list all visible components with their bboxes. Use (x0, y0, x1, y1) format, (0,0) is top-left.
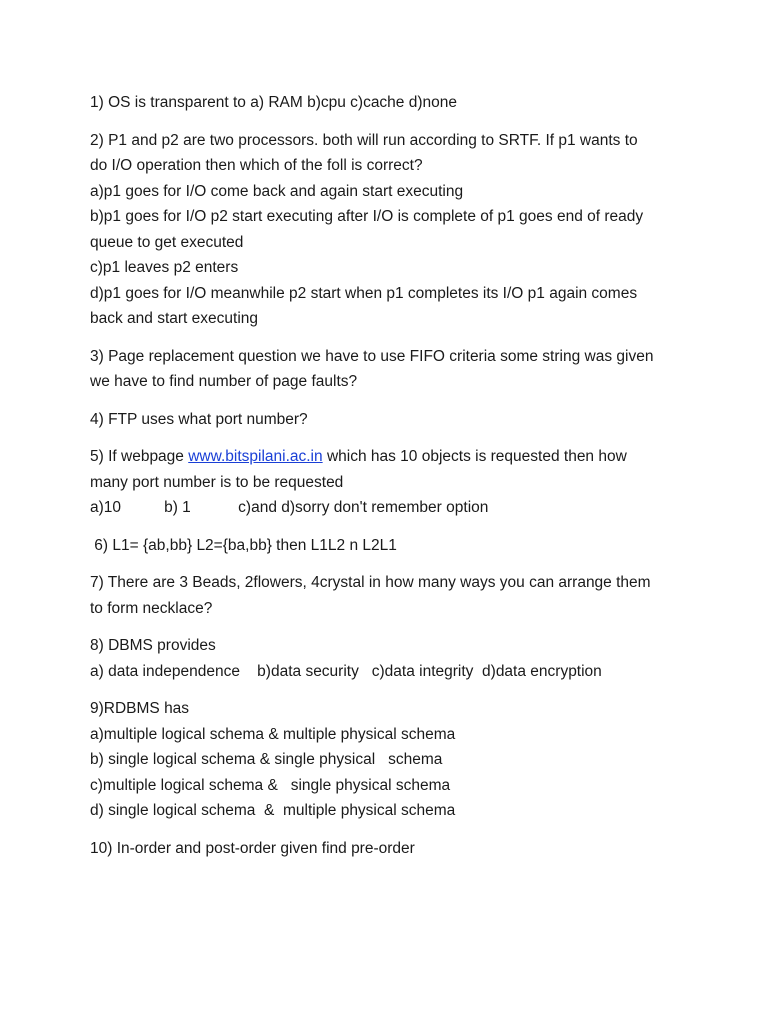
question-4 (90, 407, 690, 433)
question-8-options: a) data independence b)data security c)data integrity d)data encryption (90, 662, 602, 680)
question-2-option-c: c)p1 leaves p2 enters (90, 259, 239, 276)
question-9 (90, 696, 690, 824)
question-2-option-d-line-1: d)p1 goes for I/O meanwhile p2 start when p1 completes its I/O p1 again comes (90, 284, 638, 302)
question-3 (90, 344, 690, 395)
question-7-line-1: 7) There are 3 Beads, 2flowers, 4crystal in how many ways you can arrange them (90, 574, 651, 591)
question-2 (90, 128, 690, 332)
question-5-line-2: many port number is to be requested (90, 473, 344, 491)
question-3-line-2: we have to find number of page faults? (90, 373, 358, 390)
question-10 (90, 836, 690, 862)
question-2-option-b-line-1: b)p1 goes for I/O p2 start executing after I/O is complete of p1 goes end of ready (90, 208, 644, 225)
question-8-line: 8) DBMS provides (90, 637, 216, 654)
question-9-line: 9)RDBMS has (90, 700, 190, 717)
question-5-options: a)10 b) 1 c)and d)sorry don't remember option (90, 499, 489, 516)
question-5-prefix: 5) If webpage (90, 448, 189, 465)
question-9-option-a: a)multiple logical schema & multiple physical schema (90, 725, 456, 743)
question-3-line-1: 3) Page replacement question we have to use FIFO criteria some string was given (90, 347, 654, 365)
question-9-option-b: b) single logical schema & single physical schema (90, 751, 443, 768)
question-9-option-d: d) single logical schema & multiple physical schema (90, 802, 456, 819)
question-5 (90, 444, 690, 521)
question-1-line: 1) OS is transparent to a) RAM b)cpu c)cache d)none (90, 94, 457, 111)
question-2-line-2: do I/O operation then which of the foll is correct? (90, 157, 423, 174)
question-2-line-1: 2) P1 and p2 are two processors. both will run according to SRTF. If p1 wants to (90, 131, 638, 149)
question-4-line: 4) FTP uses what port number? (90, 410, 308, 428)
question-6-line: 6) L1= {ab,bb} L2={ba,bb} then L1L2 n L2L1 (90, 536, 397, 554)
question-2-option-b-line-2: queue to get executed (90, 233, 244, 251)
question-10-line: 10) In-order and post-order given find pre-order (90, 839, 415, 857)
question-5-line-1 (90, 444, 690, 470)
document-page (90, 90, 690, 873)
question-5-suffix: which has 10 objects is requested then how (322, 448, 627, 465)
question-2-option-a: a)p1 goes for I/O come back and again start executing (90, 182, 464, 200)
question-8 (90, 633, 690, 684)
bitspilani-link[interactable]: www.bitspilani.ac.in (188, 448, 323, 465)
question-6 (90, 533, 690, 559)
question-2-option-d-line-2: back and start executing (90, 310, 259, 327)
question-7-line-2: to form necklace? (90, 599, 213, 617)
question-7 (90, 570, 690, 621)
question-9-option-c: c)multiple logical schema & single physical schema (90, 776, 451, 794)
question-1 (90, 90, 690, 116)
